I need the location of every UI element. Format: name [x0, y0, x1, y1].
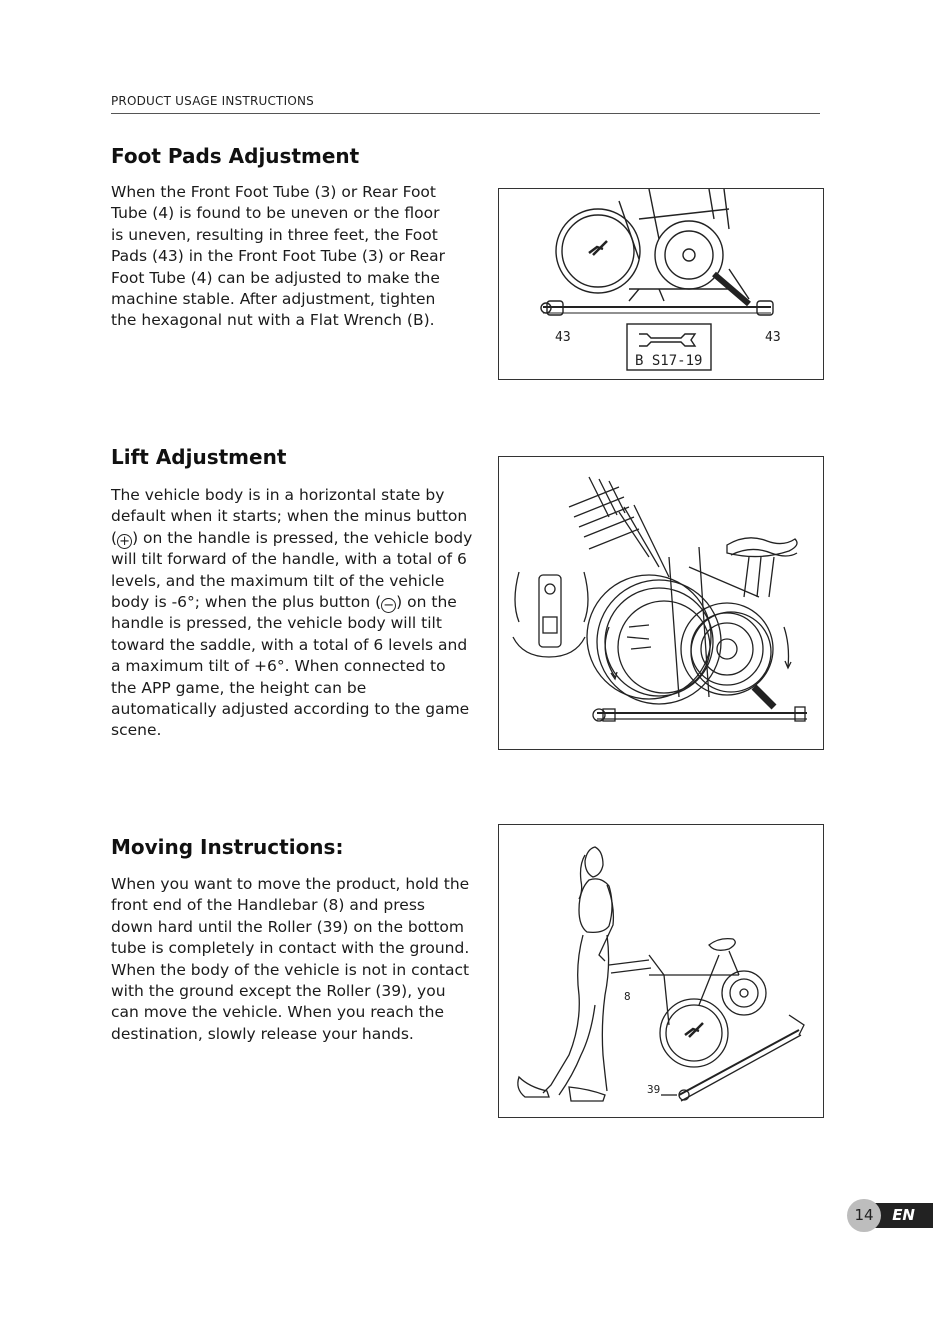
wrench-label: B S17-19	[635, 353, 703, 369]
person-moving-bike-illustration	[499, 825, 823, 1117]
lift-text-part-3: ) on the handle is pressed, the vehicle body will tilt toward the saddle, with a total of 6 levels and a maximum tilt of +6°. When connected to the APP game, the height can be automatically adjusted according to the game scene.	[111, 593, 470, 740]
lift-text-part-1: The vehicle body is in a horizontal state by default when it starts; when the minus button (	[111, 486, 468, 547]
page-number: 14	[847, 1199, 881, 1232]
bike-tilt-illustration	[499, 457, 823, 749]
section-title-foot-pads: Foot Pads Adjustment	[111, 144, 360, 168]
page-footer-badge	[847, 1199, 933, 1232]
section-body-moving: When you want to move the product, hold the front end of the Handlebar (8) and press down hard until the Roller (39) on the bottom tube is completely in contact with the ground. When the body of the vehicle is not in contact with the ground except the Roller (39), you can move the vehicle. When you reach the destination, slowly release your hands.	[111, 875, 470, 1043]
section-body-lift	[111, 485, 473, 742]
page-header: PRODUCT USAGE INSTRUCTIONS	[111, 94, 314, 108]
lift-text-part-2: ) on the handle is pressed, the vehicle body will tilt forward of the handle, with a total of 6 levels, and the maximum tilt of the vehicle body is -6°; when the plus button (	[111, 528, 473, 612]
lift-figure	[498, 456, 824, 750]
foot-pad-label-right: 43	[765, 330, 781, 345]
roller-label: 39	[647, 1083, 661, 1096]
section-body-foot-pads: When the Front Foot Tube (3) or Rear Foot Tube (4) is found to be uneven or the floor is uneven, resulting in three feet, the Foot Pads (43) in the Front Foot Tube (3) or Rear Foot Tube (4) can be adjusted to make the machine stable. After adjustment, tighten the hexagonal nut with a Flat Wrench (B).	[111, 183, 446, 330]
plus-circle-icon: +	[117, 534, 132, 549]
foot-pad-label-left: 43	[555, 330, 571, 345]
section-title-moving: Moving Instructions:	[111, 835, 344, 859]
bike-foot-pads-illustration	[499, 189, 823, 379]
foot-pads-figure	[498, 188, 824, 380]
header-divider	[111, 113, 820, 114]
section-title-lift: Lift Adjustment	[111, 445, 287, 469]
handlebar-label: 8	[624, 990, 631, 1003]
minus-circle-icon: −	[381, 598, 396, 613]
language-tag: EN	[867, 1203, 933, 1228]
moving-figure	[498, 824, 824, 1118]
